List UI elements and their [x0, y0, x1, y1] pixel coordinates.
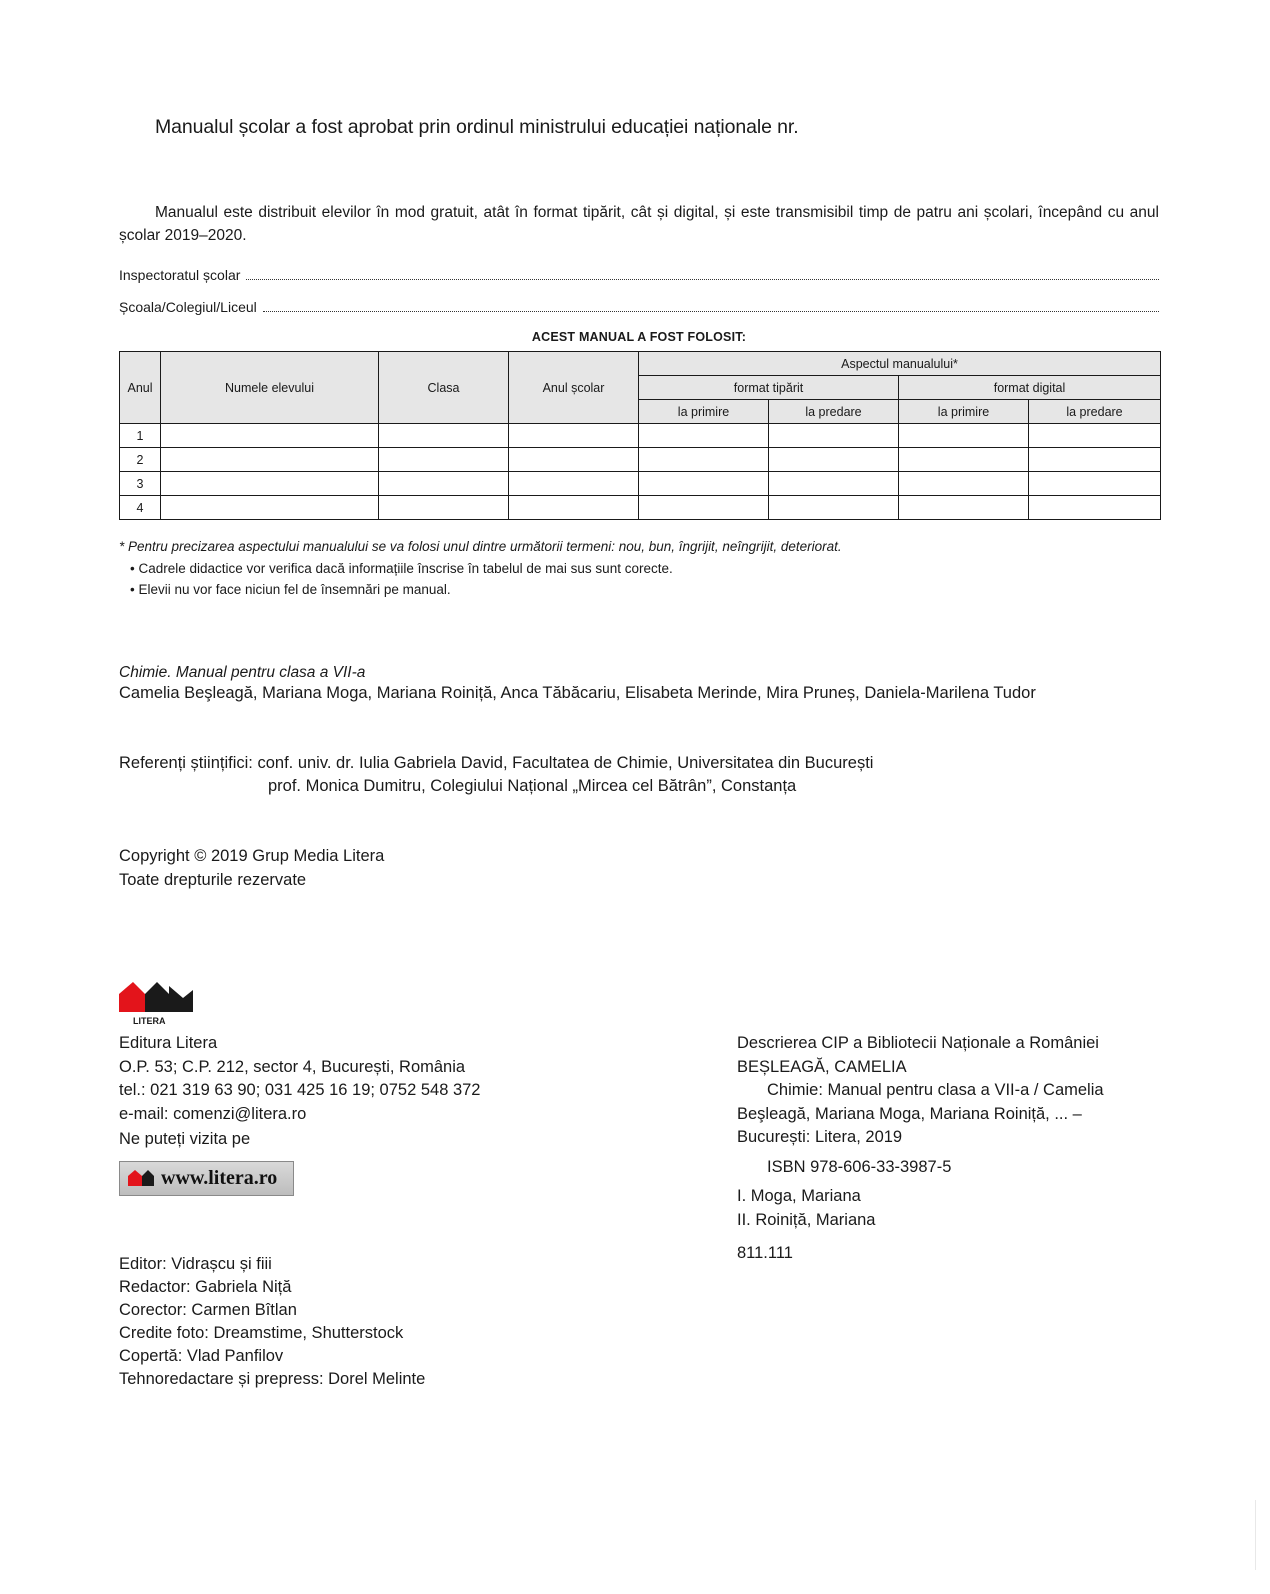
table-row: [120, 448, 1161, 472]
note-aspect-terms: * Pentru precizarea aspectului manualului se va folosi unul dintre următorii termeni: nou, bun, îngrijit, neîngrijit, deteriorat.: [119, 539, 842, 554]
publisher-name: Editura Litera: [119, 1034, 218, 1052]
cell-digital-returned: [1029, 448, 1161, 472]
logo-wordmark: LITERA: [133, 1016, 166, 1026]
credit-cover: Copertă: Vlad Panfilov: [119, 1347, 284, 1365]
copyright-line: Copyright © 2019 Grup Media Litera: [119, 847, 385, 865]
header-digital-received: la primire: [899, 400, 1029, 424]
website-link[interactable]: [119, 1161, 294, 1196]
visit-label: Ne puteți vizita pe: [119, 1130, 251, 1148]
header-digital: format digital: [899, 376, 1161, 400]
credit-corrector: Corector: Carmen Bîtlan: [119, 1301, 297, 1319]
litera-mini-logo-icon: [126, 1168, 158, 1190]
credits-block: [119, 1253, 425, 1391]
table-notes: [119, 536, 842, 601]
inspectorate-field: [119, 267, 1159, 283]
usage-table: [119, 351, 1161, 520]
cell-digital-received: [899, 496, 1029, 520]
school-label: Școala/Colegiul/Liceul: [119, 299, 257, 315]
cip-udc: 811.111: [737, 1244, 793, 1262]
school-dotted-line: [263, 301, 1159, 312]
cell-school-year: [509, 424, 639, 448]
header-printed-returned: la predare: [769, 400, 899, 424]
cell-printed-received: [639, 496, 769, 520]
cip-isbn: ISBN 978-606-33-3987-5: [767, 1157, 952, 1176]
cell-school-year: [509, 496, 639, 520]
cip-title-line-2: Beşleagă, Mariana Moga, Mariana Roiniță, ... –: [737, 1104, 1082, 1123]
cell-printed-returned: [769, 496, 899, 520]
referents-line-2: prof. Monica Dumitru, Colegiului Național „Mircea cel Bătrân”, Constanța: [268, 777, 797, 795]
credit-photo: Credite foto: Dreamstime, Shutterstock: [119, 1324, 404, 1342]
book-authors: Camelia Beşleagă, Mariana Moga, Mariana Roiniță, Anca Tăbăcariu, Elisabeta Merinde, Mira Pruneș, Daniela-Marilena Tudor: [119, 684, 1036, 702]
table-row: [120, 424, 1161, 448]
row-number: 1: [120, 424, 161, 448]
cell-class: [379, 424, 509, 448]
header-digital-returned: la predare: [1029, 400, 1161, 424]
cip-coauthor-1: I. Moga, Mariana: [737, 1187, 861, 1205]
credit-redactor: Redactor: Gabriela Niță: [119, 1278, 292, 1296]
row-number: 2: [120, 448, 161, 472]
publisher-address: O.P. 53; C.P. 212, sector 4, București, România: [119, 1057, 466, 1076]
row-number: 4: [120, 496, 161, 520]
publisher-info: [119, 1032, 481, 1126]
header-year: Anul: [120, 352, 161, 424]
cip-heading: Descrierea CIP a Bibliotecii Naționale a României: [737, 1034, 1099, 1052]
cip-coauthor-2: II. Roiniță, Mariana: [737, 1210, 876, 1229]
cell-class: [379, 448, 509, 472]
cell-digital-returned: [1029, 472, 1161, 496]
cell-digital-received: [899, 472, 1029, 496]
cell-student-name: [161, 424, 379, 448]
header-printed-received: la primire: [639, 400, 769, 424]
cell-printed-received: [639, 448, 769, 472]
header-student-name: Numele elevului: [161, 352, 379, 424]
page-edge-divider: [1255, 1500, 1256, 1570]
cip-title-line: Chimie: Manual pentru clasa a VII-a / Camelia: [767, 1081, 1104, 1099]
copyright-block: [119, 845, 384, 892]
row-number: 3: [120, 472, 161, 496]
distribution-statement: Manualul este distribuit elevilor în mod gratuit, atât în format tipărit, cât și digital, și este transmisibil timp de patru ani școlari, începând cu anul școlar 2019–2020.: [119, 204, 1159, 244]
publisher-email[interactable]: e-mail: comenzi@litera.ro: [119, 1104, 307, 1123]
school-field: [119, 299, 1159, 315]
cell-digital-received: [899, 424, 1029, 448]
table-row: [120, 472, 1161, 496]
cell-printed-returned: [769, 472, 899, 496]
cell-printed-received: [639, 472, 769, 496]
cell-student-name: [161, 496, 379, 520]
header-printed: format tipărit: [639, 376, 899, 400]
header-aspect: Aspectul manualului*: [639, 352, 1161, 376]
rights-line: Toate drepturile rezervate: [119, 870, 307, 889]
table-caption: ACEST MANUAL A FOST FOLOSIT:: [531, 330, 747, 344]
litera-logo: [117, 980, 195, 1026]
cell-school-year: [509, 472, 639, 496]
cell-student-name: [161, 472, 379, 496]
cip-author: BEȘLEAGĂ, CAMELIA: [737, 1057, 907, 1076]
inspectorate-dotted-line: [246, 269, 1159, 280]
publisher-phone: tel.: 021 319 63 90; 031 425 16 19; 0752 548 372: [119, 1081, 481, 1099]
cell-printed-returned: [769, 448, 899, 472]
book-title: Chimie. Manual pentru clasa a VII-a: [119, 664, 366, 681]
approval-statement: Manualul școlar a fost aprobat prin ordinul ministrului educației naționale nr.: [155, 116, 799, 138]
cell-digital-received: [899, 448, 1029, 472]
note-students: • Elevii nu vor face niciun fel de însemnări pe manual.: [130, 582, 451, 597]
credit-editor: Editor: Vidrașcu și fiii: [119, 1255, 272, 1273]
cell-school-year: [509, 448, 639, 472]
header-school-year: Anul școlar: [509, 352, 639, 424]
credit-prepress: Tehnoredactare și prepress: Dorel Melinte: [119, 1370, 426, 1388]
header-class: Clasa: [379, 352, 509, 424]
cell-digital-returned: [1029, 424, 1161, 448]
cell-student-name: [161, 448, 379, 472]
referents-line-1: Referenți științifici: conf. univ. dr. Iulia Gabriela David, Facultatea de Chimie, Universitatea din București: [119, 754, 874, 772]
cip-description: [737, 1032, 1104, 1266]
cell-class: [379, 496, 509, 520]
cell-printed-returned: [769, 424, 899, 448]
inspectorate-label: Inspectoratul școlar: [119, 267, 241, 283]
note-teachers: • Cadrele didactice vor verifica dacă informațiile înscrise în tabelul de mai sus sunt corecte.: [130, 560, 673, 576]
table-row: [120, 496, 1161, 520]
cell-digital-returned: [1029, 496, 1161, 520]
cell-printed-received: [639, 424, 769, 448]
cell-class: [379, 472, 509, 496]
website-url[interactable]: www.litera.ro: [161, 1167, 278, 1189]
cip-title-line-3: București: Litera, 2019: [737, 1128, 903, 1146]
litera-logo-icon: [117, 980, 195, 1026]
